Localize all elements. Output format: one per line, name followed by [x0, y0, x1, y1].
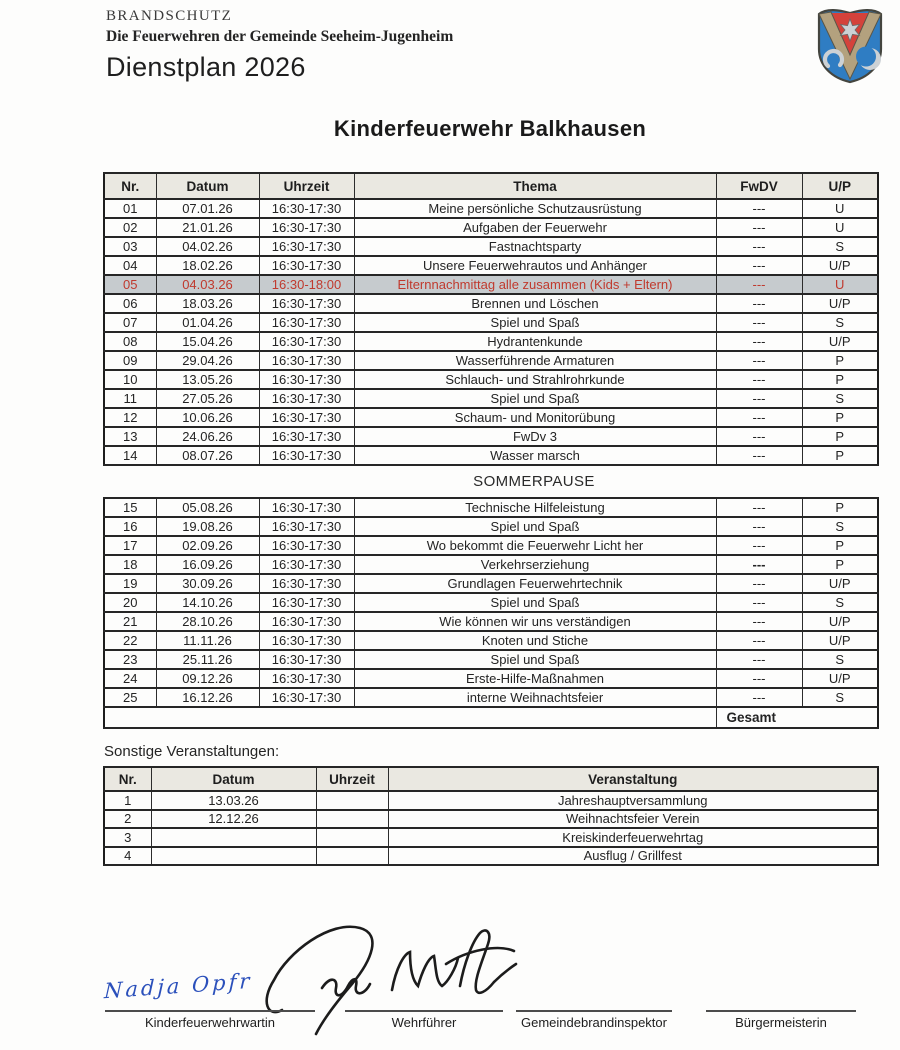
cell-nr: 10: [104, 370, 156, 389]
cell-nr: 08: [104, 332, 156, 351]
cell-up: U/P: [802, 256, 878, 275]
cell-thema: Spiel und Spaß: [354, 313, 716, 332]
cell-fwdv: ---: [716, 612, 802, 631]
cell-datum: 09.12.26: [156, 669, 259, 688]
cell-up: P: [802, 370, 878, 389]
cell-datum: [151, 828, 316, 847]
cell-thema: Grundlagen Feuerwehrtechnik: [354, 574, 716, 593]
cell-veranstaltung: Weihnachtsfeier Verein: [388, 810, 878, 829]
cell-up: S: [802, 313, 878, 332]
events-header-row: [104, 767, 878, 791]
cell-up: U: [802, 275, 878, 294]
cell-nr: 22: [104, 631, 156, 650]
col-header-nr: Nr.: [104, 173, 156, 199]
cell-uhrzeit: [316, 810, 388, 829]
cell-up: S: [802, 389, 878, 408]
cell-uhrzeit: 16:30-17:30: [259, 688, 354, 707]
cell-uhrzeit: 16:30-17:30: [259, 631, 354, 650]
cell-up: P: [802, 408, 878, 427]
cell-nr: 21: [104, 612, 156, 631]
schedule-row: [104, 313, 878, 332]
cell-veranstaltung: Ausflug / Grillfest: [388, 847, 878, 866]
cell-fwdv: ---: [716, 294, 802, 313]
cell-uhrzeit: 16:30-18:00: [259, 275, 354, 294]
event-row: [104, 791, 878, 810]
cell-up: U/P: [802, 669, 878, 688]
cell-uhrzeit: 16:30-17:30: [259, 408, 354, 427]
cell-uhrzeit: 16:30-17:30: [259, 294, 354, 313]
schedule-row: [104, 446, 878, 465]
cell-datum: 08.07.26: [156, 446, 259, 465]
cell-nr: 3: [104, 828, 151, 847]
cell-up: P: [802, 498, 878, 517]
cell-nr: 23: [104, 650, 156, 669]
cell-thema: FwDv 3: [354, 427, 716, 446]
schedule-row: [104, 631, 878, 650]
cell-up: P: [802, 446, 878, 465]
event-row: [104, 828, 878, 847]
event-row: [104, 810, 878, 829]
cell-thema: Fastnachtsparty: [354, 237, 716, 256]
cell-thema: Spiel und Spaß: [354, 389, 716, 408]
cell-nr: 15: [104, 498, 156, 517]
cell-datum: 10.06.26: [156, 408, 259, 427]
cell-thema: Spiel und Spaß: [354, 517, 716, 536]
cell-up: U/P: [802, 574, 878, 593]
schedule-row: [104, 593, 878, 612]
cell-up: P: [802, 555, 878, 574]
cell-fwdv: ---: [716, 536, 802, 555]
cell-fwdv: ---: [716, 574, 802, 593]
cell-datum: 27.05.26: [156, 389, 259, 408]
cell-thema: Schlauch- und Strahlrohrkunde: [354, 370, 716, 389]
cell-veranstaltung: Kreiskinderfeuerwehrtag: [388, 828, 878, 847]
cell-uhrzeit: 16:30-17:30: [259, 517, 354, 536]
cell-uhrzeit: 16:30-17:30: [259, 446, 354, 465]
cell-nr: 24: [104, 669, 156, 688]
cell-thema: Hydrantenkunde: [354, 332, 716, 351]
schedule-row: [104, 536, 878, 555]
cell-thema: interne Weihnachtsfeier: [354, 688, 716, 707]
schedule-row: [104, 650, 878, 669]
cell-datum: 18.03.26: [156, 294, 259, 313]
cell-fwdv: ---: [716, 688, 802, 707]
cell-datum: 30.09.26: [156, 574, 259, 593]
cell-veranstaltung: Jahreshauptversammlung: [388, 791, 878, 810]
col-header-fwdv: FwDV: [716, 173, 802, 199]
cell-uhrzeit: 16:30-17:30: [259, 555, 354, 574]
cell-up: U/P: [802, 294, 878, 313]
cell-up: U/P: [802, 612, 878, 631]
cell-datum: 12.12.26: [151, 810, 316, 829]
cell-datum: 13.03.26: [151, 791, 316, 810]
schedule-row: [104, 256, 878, 275]
schedule-row: [104, 389, 878, 408]
cell-datum: 28.10.26: [156, 612, 259, 631]
schedule-row: [104, 351, 878, 370]
cell-thema: Erste-Hilfe-Maßnahmen: [354, 669, 716, 688]
cell-fwdv: ---: [716, 256, 802, 275]
cell-datum: 14.10.26: [156, 593, 259, 612]
cell-up: S: [802, 517, 878, 536]
events-col-header-veranstaltung: Veranstaltung: [388, 767, 878, 791]
cell-datum: 04.03.26: [156, 275, 259, 294]
cell-datum: 16.09.26: [156, 555, 259, 574]
cell-fwdv: ---: [716, 555, 802, 574]
cell-datum: 18.02.26: [156, 256, 259, 275]
cell-nr: 16: [104, 517, 156, 536]
cell-nr: 09: [104, 351, 156, 370]
signature-role-label: Kinderfeuerwehrwartin: [144, 1015, 276, 1030]
schedule-row: [104, 517, 878, 536]
cell-up: U: [802, 199, 878, 218]
events-col-header-nr: Nr.: [104, 767, 151, 791]
cell-uhrzeit: 16:30-17:30: [259, 351, 354, 370]
cell-datum: 19.08.26: [156, 517, 259, 536]
schedule-row: [104, 294, 878, 313]
cell-up: P: [802, 351, 878, 370]
cell-fwdv: ---: [716, 332, 802, 351]
cell-uhrzeit: 16:30-17:30: [259, 332, 354, 351]
schedule-row: [104, 370, 878, 389]
cell-datum: 16.12.26: [156, 688, 259, 707]
cell-thema: Wasser marsch: [354, 446, 716, 465]
schedule-table-second-half: [103, 497, 879, 729]
cell-fwdv: ---: [716, 389, 802, 408]
cell-thema: Wie können wir uns verständigen: [354, 612, 716, 631]
schedule-row: [104, 275, 878, 294]
cell-thema: Meine persönliche Schutzausrüstung: [354, 199, 716, 218]
signature-role-label: Gemeindebrandinspektor: [521, 1015, 667, 1030]
other-events-heading: Sonstige Veranstaltungen:: [104, 743, 280, 760]
cell-datum: 05.08.26: [156, 498, 259, 517]
cell-nr: 06: [104, 294, 156, 313]
cell-fwdv: ---: [716, 370, 802, 389]
other-events-table: [103, 766, 879, 866]
cell-fwdv: ---: [716, 650, 802, 669]
cell-thema: Unsere Feuerwehrautos und Anhänger: [354, 256, 716, 275]
cell-uhrzeit: 16:30-17:30: [259, 218, 354, 237]
schedule-row: [104, 237, 878, 256]
cell-uhrzeit: 16:30-17:30: [259, 370, 354, 389]
cell-uhrzeit: 16:30-17:30: [259, 199, 354, 218]
col-header-uhrzeit: Uhrzeit: [259, 173, 354, 199]
signature-line-gemeindebrandinspektor: [516, 1010, 672, 1030]
signature-line-buergermeisterin: [706, 1010, 856, 1030]
cell-nr: 12: [104, 408, 156, 427]
cell-up: S: [802, 237, 878, 256]
schedule-row: [104, 574, 878, 593]
cell-thema: Verkehrserziehung: [354, 555, 716, 574]
cell-nr: 14: [104, 446, 156, 465]
signature-line-kinderfeuerwehrwartin: [105, 1010, 315, 1030]
cell-datum: 13.05.26: [156, 370, 259, 389]
schedule-row: [104, 612, 878, 631]
cell-thema: Spiel und Spaß: [354, 593, 716, 612]
cell-up: U/P: [802, 631, 878, 650]
cell-nr: 1: [104, 791, 151, 810]
cell-thema: Spiel und Spaß: [354, 650, 716, 669]
cell-uhrzeit: 16:30-17:30: [259, 498, 354, 517]
cell-uhrzeit: 16:30-17:30: [259, 650, 354, 669]
cell-datum: 21.01.26: [156, 218, 259, 237]
cell-datum: 15.04.26: [156, 332, 259, 351]
cell-fwdv: ---: [716, 237, 802, 256]
col-header-datum: Datum: [156, 173, 259, 199]
cell-up: S: [802, 593, 878, 612]
cell-datum: 01.04.26: [156, 313, 259, 332]
cell-fwdv: ---: [716, 631, 802, 650]
schedule-table-first-half: [103, 172, 879, 466]
organization-subtitle: Die Feuerwehren der Gemeinde Seeheim-Jugenheim: [106, 28, 454, 45]
schedule-row: [104, 669, 878, 688]
col-header-up: U/P: [802, 173, 878, 199]
cell-nr: 19: [104, 574, 156, 593]
cell-nr: 4: [104, 847, 151, 866]
cell-uhrzeit: 16:30-17:30: [259, 593, 354, 612]
cell-uhrzeit: 16:30-17:30: [259, 536, 354, 555]
cell-datum: 04.02.26: [156, 237, 259, 256]
cell-datum: 25.11.26: [156, 650, 259, 669]
schedule-row: [104, 199, 878, 218]
cell-fwdv: ---: [716, 275, 802, 294]
letterhead: [106, 8, 453, 83]
cell-nr: 25: [104, 688, 156, 707]
cell-nr: 01: [104, 199, 156, 218]
cell-fwdv: ---: [716, 669, 802, 688]
events-col-header-uhrzeit: Uhrzeit: [316, 767, 388, 791]
cell-datum: [151, 847, 316, 866]
events-col-header-datum: Datum: [151, 767, 316, 791]
cell-up: P: [802, 427, 878, 446]
page-title: Kinderfeuerwehr Balkhausen: [333, 116, 647, 141]
cell-uhrzeit: 16:30-17:30: [259, 313, 354, 332]
cell-nr: 13: [104, 427, 156, 446]
cell-datum: 02.09.26: [156, 536, 259, 555]
cell-fwdv: ---: [716, 498, 802, 517]
cell-datum: 11.11.26: [156, 631, 259, 650]
cell-fwdv: ---: [716, 218, 802, 237]
cell-fwdv: ---: [716, 593, 802, 612]
cell-thema: Technische Hilfeleistung: [354, 498, 716, 517]
signature-role-label: Wehrführer: [391, 1015, 457, 1030]
schedule-row: [104, 218, 878, 237]
cell-fwdv: ---: [716, 517, 802, 536]
cell-thema: Schaum- und Monitorübung: [354, 408, 716, 427]
cell-up: U: [802, 218, 878, 237]
cell-nr: 05: [104, 275, 156, 294]
cell-uhrzeit: 16:30-17:30: [259, 669, 354, 688]
cell-nr: 03: [104, 237, 156, 256]
cell-nr: 2: [104, 810, 151, 829]
cell-up: S: [802, 688, 878, 707]
cell-uhrzeit: 16:30-17:30: [259, 427, 354, 446]
cell-nr: 07: [104, 313, 156, 332]
schedule-row: [104, 332, 878, 351]
cell-datum: 07.01.26: [156, 199, 259, 218]
cell-fwdv: ---: [716, 313, 802, 332]
cell-thema: Aufgaben der Feuerwehr: [354, 218, 716, 237]
cell-up: P: [802, 536, 878, 555]
schedule-row: [104, 498, 878, 517]
col-header-thema: Thema: [354, 173, 716, 199]
handwritten-signature-kinderfeuerwehrwartin: Nadja Opfr: [103, 968, 253, 1004]
schedule-row: [104, 688, 878, 707]
cell-thema: Wasserführende Armaturen: [354, 351, 716, 370]
cell-thema: Brennen und Löschen: [354, 294, 716, 313]
signature-role-label: Bürgermeisterin: [735, 1015, 827, 1030]
cell-thema: Wo bekommt die Feuerwehr Licht her: [354, 536, 716, 555]
cell-nr: 17: [104, 536, 156, 555]
cell-up: S: [802, 650, 878, 669]
schedule-row: [104, 555, 878, 574]
coat-of-arms-icon: [813, 5, 887, 85]
cell-uhrzeit: 16:30-17:30: [259, 389, 354, 408]
cell-thema: Knoten und Stiche: [354, 631, 716, 650]
cell-uhrzeit: 16:30-17:30: [259, 612, 354, 631]
cell-uhrzeit: 16:30-17:30: [259, 256, 354, 275]
plan-title: Dienstplan 2026: [106, 52, 306, 82]
event-row: [104, 847, 878, 866]
organization-name: BRANDSCHUTZ: [106, 8, 233, 24]
cell-datum: 29.04.26: [156, 351, 259, 370]
summer-break-label: SOMMERPAUSE: [473, 473, 595, 490]
schedule-row: [104, 408, 878, 427]
total-label: Gesamt: [716, 707, 878, 728]
cell-datum: 24.06.26: [156, 427, 259, 446]
cell-nr: 20: [104, 593, 156, 612]
cell-thema: Elternnachmittag alle zusammen (Kids + Eltern): [354, 275, 716, 294]
cell-fwdv: ---: [716, 408, 802, 427]
cell-uhrzeit: [316, 847, 388, 866]
cell-fwdv: ---: [716, 446, 802, 465]
cell-fwdv: ---: [716, 199, 802, 218]
total-row: [104, 707, 878, 728]
schedule-row: [104, 427, 878, 446]
cell-nr: 18: [104, 555, 156, 574]
cell-nr: 04: [104, 256, 156, 275]
cell-uhrzeit: [316, 828, 388, 847]
total-row-empty-cell: [104, 707, 716, 728]
signature-line-wehrfuehrer: [345, 1010, 503, 1030]
cell-nr: 11: [104, 389, 156, 408]
cell-uhrzeit: 16:30-17:30: [259, 574, 354, 593]
cell-uhrzeit: 16:30-17:30: [259, 237, 354, 256]
schedule-header-row: [104, 173, 878, 199]
cell-uhrzeit: [316, 791, 388, 810]
cell-fwdv: ---: [716, 351, 802, 370]
cell-up: U/P: [802, 332, 878, 351]
cell-nr: 02: [104, 218, 156, 237]
cell-fwdv: ---: [716, 427, 802, 446]
